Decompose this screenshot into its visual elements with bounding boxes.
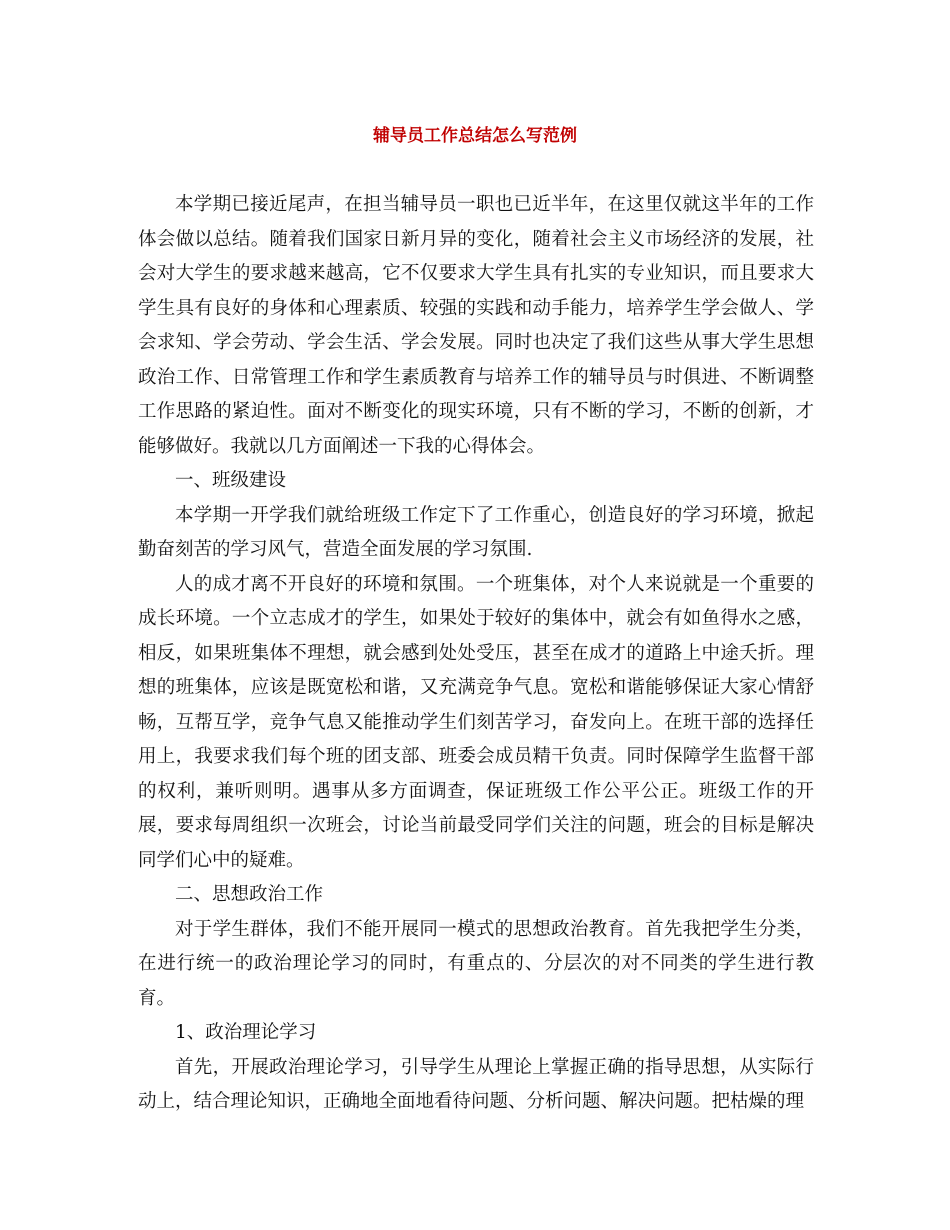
paragraph-student-groups: 对于学生群体，我们不能开展同一模式的思想政治教育。首先我把学生分类，在进行统一的政治理论学习的同时，有重点的、分层次的对不同类的学生进行教育。 xyxy=(138,918,814,1009)
document-title: 辅导员工作总结怎么写范例 xyxy=(373,126,577,146)
paragraph-intro: 本学期已接近尾声，在担当辅导员一职也已近半年，在这里仅就这半年的工作体会做以总结。随着我们国家日新月异的变化，随着社会主义市场经济的发展，社会对大学生的要求越来越高，它不仅要求大学生具有扎实的专业知识，而且要求大学生具有良好的身体和心理素质、较强的实践和动手能力，培养学生学会做人、学会求知、学会劳动、学会生活、学会发展。同时也决定了我们这些从事大学生思想政治工作、日常管理工作和学生素质教育与培养工作的辅导员与时俱进、不断调整工作思路的紧迫性。面对不断变化的现实环境，只有不断的学习，不断的创新，才能够做好。我就以几方面阐述一下我的心得体会。 xyxy=(138,194,814,457)
section-heading-class-building: 一、班级建设 xyxy=(175,470,287,491)
paragraph-class-environment: 人的成才离不开良好的环境和氛围。一个班集体，对个人来说就是一个重要的成长环境。一个立志成才的学生，如果处于较好的集体中，就会有如鱼得水之感，相反，如果班集体不理想，就会感到处处受压，甚至在成才的道路上中途夭折。理想的班集体，应该是既宽松和谐，又充满竞争气息。宽松和谐能够保证大家心情舒畅，互帮互学，竞争气息又能推动学生们刻苦学习，奋发向上。在班干部的选择任用上，我要求我们每个班的团支部、班委会成员精干负责。同时保障学生监督干部的权利，兼听则明。遇事从多方面调查，保证班级工作公平公正。班级工作的开展，要求每周组织一次班会，讨论当前最受同学们关注的问题，班会的目标是解决同学们心中的疑难。 xyxy=(138,573,814,871)
subsection-heading-theory-study: 1、政治理论学习 xyxy=(175,1022,317,1043)
section-heading-political-work: 二、思想政治工作 xyxy=(175,884,324,905)
document-body xyxy=(138,188,814,1120)
paragraph-theory-study: 首先，开展政治理论学习，引导学生从理论上掌握正确的指导思想，从实际行动上，结合理论知识，正确地全面地看待问题、分析问题、解决问题。把枯燥的理 xyxy=(138,1056,814,1112)
paragraph-class-focus: 本学期一开学我们就给班级工作定下了工作重心，创造良好的学习环境，掀起勤奋刻苦的学习风气，营造全面发展的学习氛围. xyxy=(138,504,814,560)
